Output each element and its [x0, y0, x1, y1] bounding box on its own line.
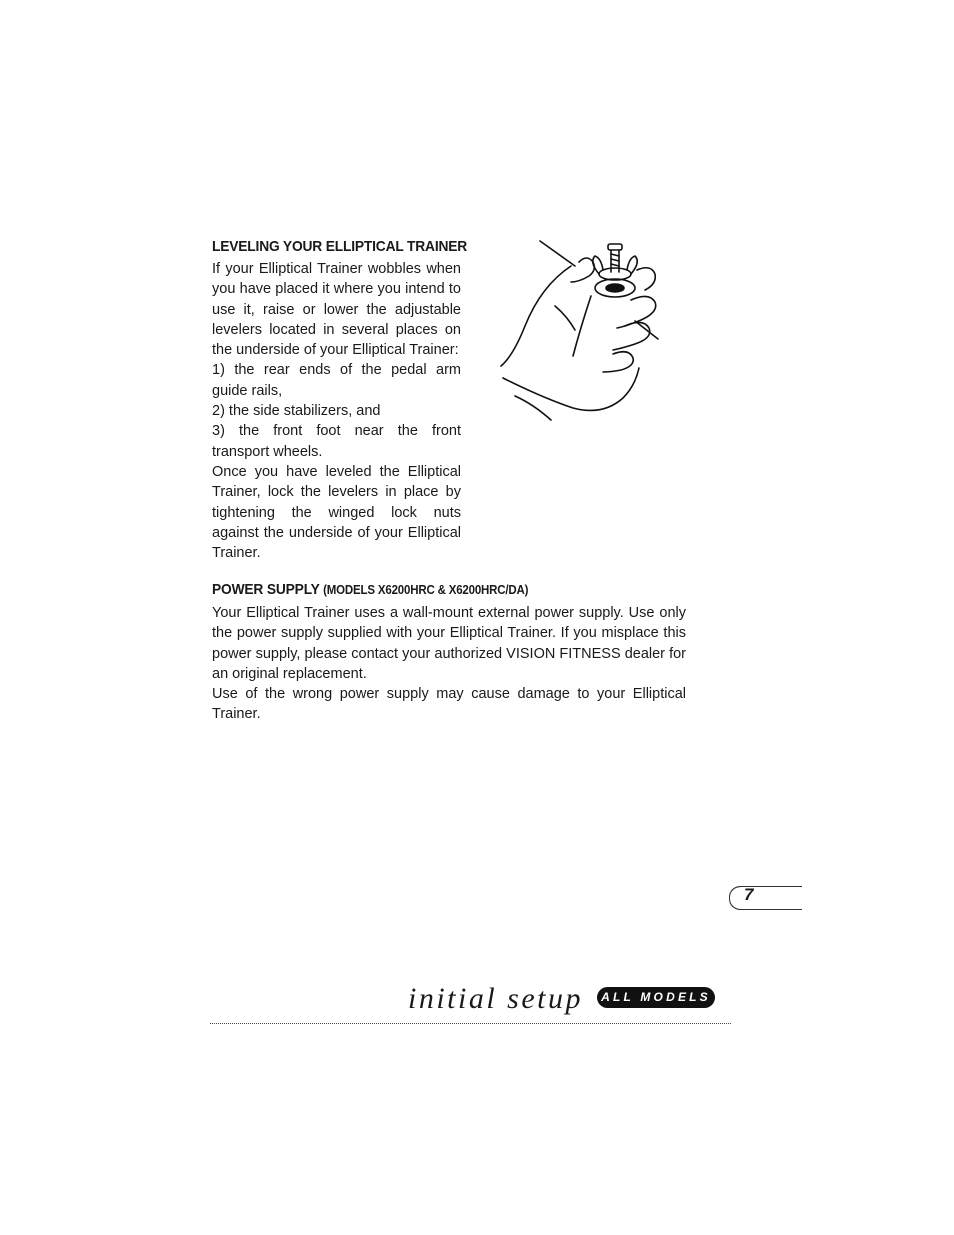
footer-dotted-rule	[210, 1023, 731, 1024]
leveling-paragraph: If your Elliptical Trainer wobbles when you have placed it where you intend to use it, raise or lower the adjustable levelers located in several places on the underside of your Elliptical Trainer:	[212, 261, 461, 359]
power-title-models: (MODELS X6200HRC & X6200HRC/DA)	[323, 583, 529, 597]
leveling-paragraph: 3) the front foot near the front transport wheels.	[212, 423, 461, 460]
power-title-text: POWER SUPPLY	[212, 581, 320, 598]
page-number: 7	[744, 885, 754, 904]
power-paragraph: Your Elliptical Trainer uses a wall-mount external power supply. Use only the power supply supplied with your Elliptical Trainer. If you misplace this power supply, please contact your authorized VISION FITNESS dealer for an original replacement.	[212, 605, 686, 682]
power-paragraph: Use of the wrong power supply may cause damage to your Elliptical Trainer.	[212, 686, 686, 723]
power-section-body	[212, 603, 686, 725]
leveling-section-title: LEVELING YOUR ELLIPTICAL TRAINER	[212, 238, 468, 255]
power-section-title	[212, 581, 528, 598]
hand-adjusting-leveler-icon	[495, 236, 687, 426]
leveling-paragraph: 1) the rear ends of the pedal arm guide rails,	[212, 362, 461, 399]
leveling-paragraph: Once you have leveled the Elliptical Trainer, lock the levelers in place by tightening the winged lock nuts against the underside of your Elliptical Trainer.	[212, 463, 461, 562]
page-number-tab	[730, 886, 802, 910]
leveling-section-body	[212, 259, 461, 563]
footer-section-title: initial setup	[408, 982, 583, 1015]
footer-models-badge: ALL MODELS	[597, 987, 715, 1008]
leveling-paragraph: 2) the side stabilizers, and	[212, 403, 381, 420]
